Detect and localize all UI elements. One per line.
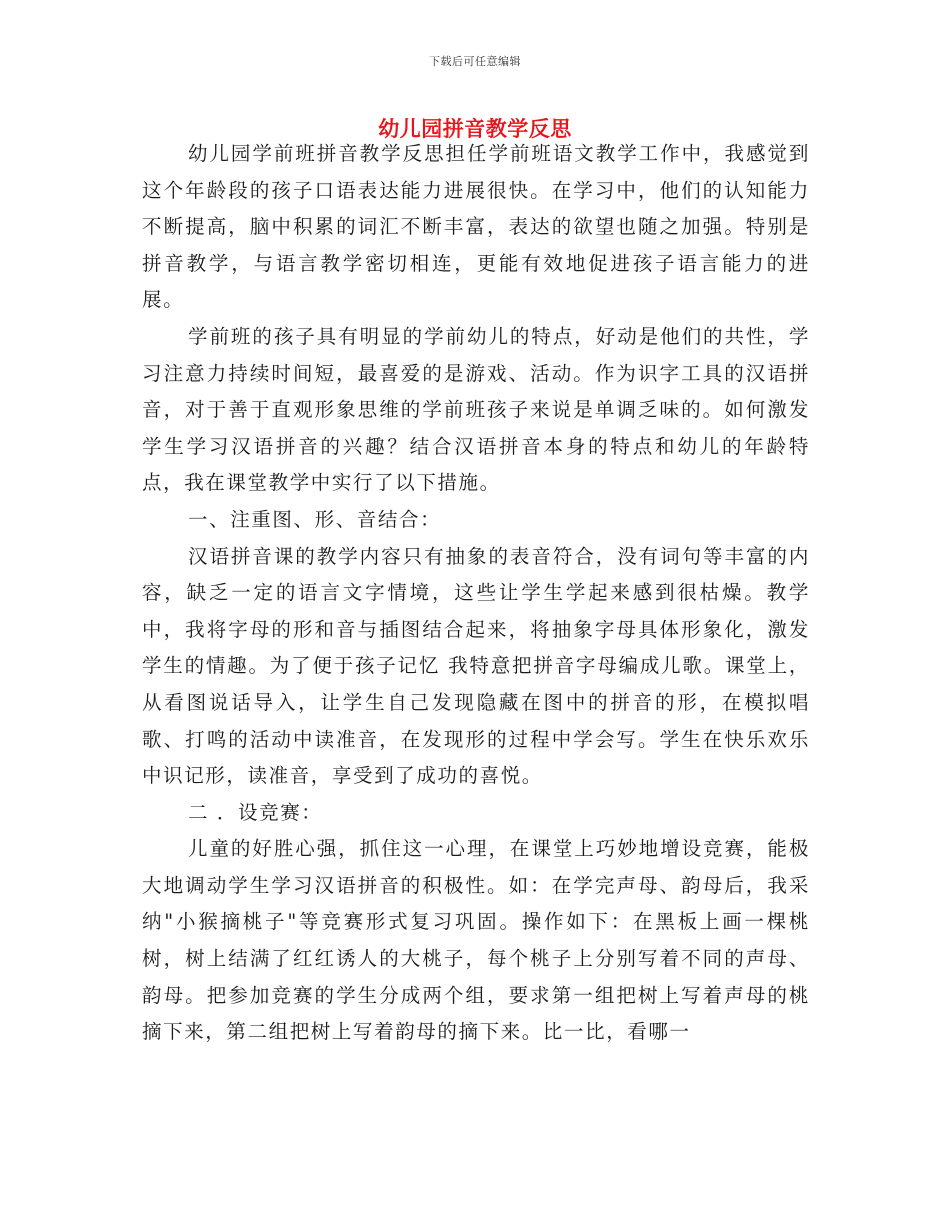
document-body: [142, 136, 810, 1051]
paragraph-section-2: 儿童的好胜心强，抓住这一心理，在课堂上巧妙地增设竞赛，能极大地调动学生学习汉语拼音的积极性。如：在学完声母、韵母后，我采纳"小猴摘桃子"等竞赛形式复习巩固。操作如下：在黑板上画一棵桃树，树上结满了红红诱人的大桃子，每个桃子上分别写着不同的声母、韵母。把参加竞赛的学生分成两个组，要求第一组把树上写着声母的桃摘下来，第二组把树上写着韵母的摘下来。比一比，看哪一: [142, 837, 810, 1044]
paragraph-intro: 幼儿园学前班拼音教学反思担任学前班语文教学工作中，我感觉到这个年龄段的孩子口语表达能力进展很快。在学习中，他们的认知能力不断提高，脑中积累的词汇不断丰富，表达的欲望也随之加强。特别是拼音教学，与语言教学密切相连，更能有效地促进孩子语言能力的进展。: [142, 142, 810, 312]
document-title: 幼儿园拼音教学反思: [378, 116, 572, 141]
section-heading-1: 一、注重图、形、音结合：: [188, 507, 442, 531]
page-header-note: 下载后可任意编辑: [429, 55, 521, 68]
section-heading-2: 二 ．设竞赛：: [188, 800, 323, 824]
paragraph-characteristics: 学前班的孩子具有明显的学前幼儿的特点，好动是他们的共性，学习注意力持续时间短，最喜爱的是游戏、活动。作为识字工具的汉语拼音，对于善于直观形象思维的学前班孩子来说是单调乏味的。如何激发学生学习汉语拼音的兴趣？结合汉语拼音本身的特点和幼儿的年龄特点，我在课堂教学中实行了以下措施。: [142, 324, 810, 495]
paragraph-section-1: 汉语拼音课的教学内容只有抽象的表音符合，没有词句等丰富的内容，缺乏一定的语言文字情境，这些让学生学起来感到很枯燥。教学中，我将字母的形和音与插图结合起来，将抽象字母具体形象化，激发学生的情趣。为了便于孩子记忆 我特意把拼音字母编成儿歌。课堂上，从看图说话导入，让学生自己发现隐藏在图中的拼音的形，在模拟唱歌、打鸣的活动中读准音，在发现形的过程中学会写。学生在快乐欢乐中识记形，读准音，享受到了成功的喜悦。: [142, 544, 810, 788]
